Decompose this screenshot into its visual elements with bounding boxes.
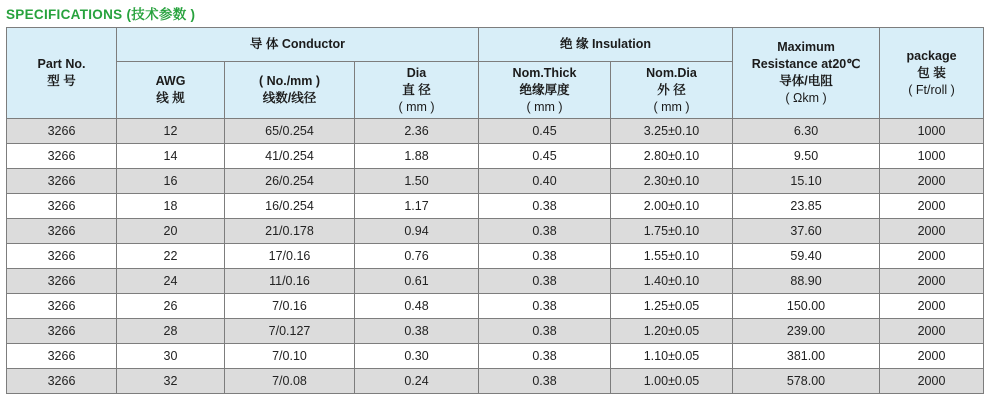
package-cell: 1000 (880, 119, 984, 144)
strand-cell: 16/0.254 (225, 194, 355, 219)
table-body (7, 119, 984, 394)
strand-cell: 65/0.254 (225, 119, 355, 144)
thick-cell: 0.38 (479, 344, 611, 369)
od-cell: 1.10±0.05 (611, 344, 733, 369)
package-cell: 2000 (880, 244, 984, 269)
table-row (7, 319, 984, 344)
thick-cell: 0.38 (479, 269, 611, 294)
od-cell: 1.20±0.05 (611, 319, 733, 344)
thick-cell: 0.38 (479, 369, 611, 394)
od-cell: 2.80±0.10 (611, 144, 733, 169)
resistance-header: Maximum Resistance at20℃ 导体/电阻 ( Ωkm ) (733, 28, 880, 119)
od-cell: 1.55±0.10 (611, 244, 733, 269)
part-cell: 3266 (7, 269, 117, 294)
strand-cell: 11/0.16 (225, 269, 355, 294)
dia-cell: 2.36 (355, 119, 479, 144)
awg-cell: 28 (117, 319, 225, 344)
thick-cell: 0.40 (479, 169, 611, 194)
package-cell: 2000 (880, 369, 984, 394)
nom-dia-header: Nom.Dia 外 径 ( mm ) (611, 62, 733, 119)
part-cell: 3266 (7, 344, 117, 369)
package-header: package 包 装 ( Ft/roll ) (880, 28, 984, 119)
dia-cell: 1.88 (355, 144, 479, 169)
awg-cell: 14 (117, 144, 225, 169)
awg-cell: 30 (117, 344, 225, 369)
thick-cell: 0.38 (479, 319, 611, 344)
package-cell: 2000 (880, 344, 984, 369)
package-cell: 2000 (880, 319, 984, 344)
part-cell: 3266 (7, 194, 117, 219)
awg-cell: 12 (117, 119, 225, 144)
resistance-cell: 88.90 (733, 269, 880, 294)
table-row (7, 369, 984, 394)
part-cell: 3266 (7, 219, 117, 244)
awg-cell: 32 (117, 369, 225, 394)
resistance-cell: 381.00 (733, 344, 880, 369)
dia-cell: 0.30 (355, 344, 479, 369)
dia-header: Dia 直 径 ( mm ) (355, 62, 479, 119)
od-cell: 2.30±0.10 (611, 169, 733, 194)
nom-thick-header: Nom.Thick 绝缘厚度 ( mm ) (479, 62, 611, 119)
resistance-cell: 578.00 (733, 369, 880, 394)
thick-cell: 0.38 (479, 194, 611, 219)
awg-cell: 20 (117, 219, 225, 244)
od-cell: 1.75±0.10 (611, 219, 733, 244)
strand-header: ( No./mm ) 线数/线径 (225, 62, 355, 119)
package-cell: 2000 (880, 269, 984, 294)
od-cell: 3.25±0.10 (611, 119, 733, 144)
awg-cell: 18 (117, 194, 225, 219)
resistance-cell: 239.00 (733, 319, 880, 344)
thick-cell: 0.45 (479, 144, 611, 169)
package-cell: 2000 (880, 219, 984, 244)
resistance-cell: 150.00 (733, 294, 880, 319)
table-row (7, 144, 984, 169)
strand-cell: 7/0.16 (225, 294, 355, 319)
dia-cell: 0.38 (355, 319, 479, 344)
dia-cell: 0.24 (355, 369, 479, 394)
thick-cell: 0.45 (479, 119, 611, 144)
dia-cell: 1.17 (355, 194, 479, 219)
dia-cell: 0.76 (355, 244, 479, 269)
specifications-table (6, 27, 984, 394)
part-cell: 3266 (7, 244, 117, 269)
conductor-header: 导 体 Conductor (117, 28, 479, 62)
strand-cell: 17/0.16 (225, 244, 355, 269)
dia-cell: 1.50 (355, 169, 479, 194)
package-cell: 2000 (880, 169, 984, 194)
strand-cell: 7/0.10 (225, 344, 355, 369)
thick-cell: 0.38 (479, 244, 611, 269)
page-title: SPECIFICATIONS (技术参数 ) (6, 7, 196, 22)
table-row (7, 244, 984, 269)
strand-cell: 7/0.127 (225, 319, 355, 344)
header-row-top (7, 28, 984, 62)
dia-cell: 0.61 (355, 269, 479, 294)
package-cell: 1000 (880, 144, 984, 169)
strand-cell: 26/0.254 (225, 169, 355, 194)
thick-cell: 0.38 (479, 294, 611, 319)
resistance-cell: 37.60 (733, 219, 880, 244)
awg-cell: 26 (117, 294, 225, 319)
dia-cell: 0.48 (355, 294, 479, 319)
part-cell: 3266 (7, 294, 117, 319)
thick-cell: 0.38 (479, 219, 611, 244)
strand-cell: 7/0.08 (225, 369, 355, 394)
table-row (7, 169, 984, 194)
table-row (7, 294, 984, 319)
table-row (7, 119, 984, 144)
resistance-cell: 23.85 (733, 194, 880, 219)
part-cell: 3266 (7, 144, 117, 169)
resistance-cell: 6.30 (733, 119, 880, 144)
insulation-header: 绝 缘 Insulation (479, 28, 733, 62)
dia-cell: 0.94 (355, 219, 479, 244)
awg-header: AWG 线 规 (117, 62, 225, 119)
table-row (7, 269, 984, 294)
part-no-header: Part No. 型 号 (7, 28, 117, 119)
od-cell: 1.25±0.05 (611, 294, 733, 319)
package-cell: 2000 (880, 194, 984, 219)
strand-cell: 21/0.178 (225, 219, 355, 244)
awg-cell: 22 (117, 244, 225, 269)
resistance-cell: 9.50 (733, 144, 880, 169)
package-cell: 2000 (880, 294, 984, 319)
table-row (7, 219, 984, 244)
part-cell: 3266 (7, 369, 117, 394)
resistance-cell: 59.40 (733, 244, 880, 269)
table-row (7, 344, 984, 369)
od-cell: 1.00±0.05 (611, 369, 733, 394)
od-cell: 1.40±0.10 (611, 269, 733, 294)
part-cell: 3266 (7, 319, 117, 344)
table-row (7, 194, 984, 219)
awg-cell: 16 (117, 169, 225, 194)
part-cell: 3266 (7, 119, 117, 144)
strand-cell: 41/0.254 (225, 144, 355, 169)
od-cell: 2.00±0.10 (611, 194, 733, 219)
resistance-cell: 15.10 (733, 169, 880, 194)
awg-cell: 24 (117, 269, 225, 294)
part-cell: 3266 (7, 169, 117, 194)
